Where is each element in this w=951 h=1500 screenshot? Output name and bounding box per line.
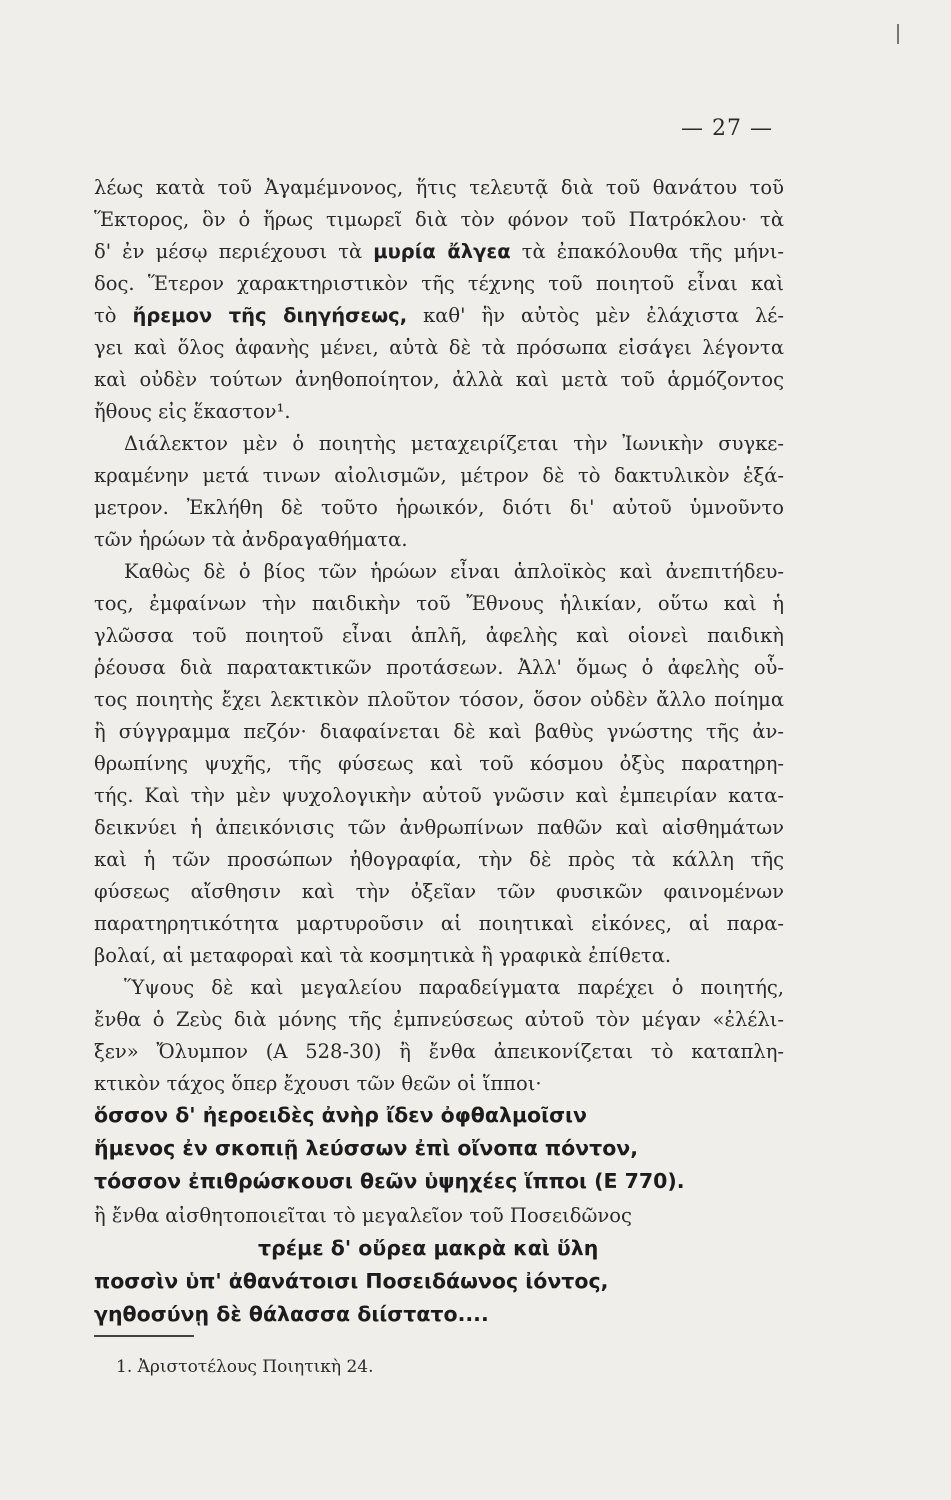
text-line: Ὕψους δὲ καὶ μεγαλείου παραδείγματα παρέχει ὁ ποιητής, xyxy=(124,976,784,999)
text-segment: δ' ἐν μέσῳ περιέχουσι τὰ xyxy=(94,240,374,263)
text-line: τής. Καὶ τὴν μὲν ψυχολογικὴν αὐτοῦ γνῶσιν καὶ ἐμπειρίαν κατα- xyxy=(94,784,784,807)
text-line: δος. Ἕτερον χαρακτηριστικὸν τῆς τέχνης τοῦ ποιητοῦ εἶναι καὶ xyxy=(94,272,784,295)
text-line: τος, ἐμφαίνων τὴν παιδικὴν τοῦ Ἔθνους ἡλικίαν, οὕτω καὶ ἡ xyxy=(94,592,784,615)
text-line: τῶν ἡρώων τὰ ἀνδραγαθήματα. xyxy=(94,528,408,551)
text-line: δεικνύει ἡ ἀπεικόνισις τῶν ἀνθρωπίνων παθῶν καὶ αἰσθημάτων xyxy=(94,816,784,839)
verse-line: ἥμενος ἐν σκοπιῇ λεύσσων ἐπὶ οἴνοπα πόντον, xyxy=(94,1136,639,1160)
text-line: κραμένην μετά τινων αἰολισμῶν, μέτρον δὲ τὸ δακτυλικὸν ἑξά- xyxy=(94,464,784,487)
footnote: 1. Ἀριστοτέλους Ποιητικὴ 24. xyxy=(116,1357,374,1377)
footnote-divider xyxy=(94,1335,194,1337)
text-line xyxy=(94,300,784,332)
text-line: Διάλεκτον μὲν ὁ ποιητὴς μεταχειρίζεται τὴν Ἰωνικὴν συγκε- xyxy=(124,432,784,455)
text-line xyxy=(94,236,784,268)
text-line: ἢ ἔνθα αἰσθητοποιεῖται τὸ μεγαλεῖον τοῦ Ποσειδῶνος xyxy=(94,1204,632,1227)
text-line: ξεν» Ὄλυμπον (Α 528-30) ἢ ἔνθα ἀπεικονίζεται τὸ καταπλη- xyxy=(94,1040,784,1063)
scan-edge-mark xyxy=(897,24,899,44)
text-line: γλῶσσα τοῦ ποιητοῦ εἶναι ἁπλῆ, ἀφελὴς καὶ οἱονεὶ παιδικὴ xyxy=(94,624,784,647)
verse-line: τόσσον ἐπιθρώσκουσι θεῶν ὑψηχέες ἵπποι (Ε 770). xyxy=(94,1169,685,1193)
text-line: Ἕκτορος, ὃν ὁ ἥρως τιμωρεῖ διὰ τὸν φόνον τοῦ Πατρόκλου· τὰ xyxy=(94,208,784,231)
text-line: βολαί, αἱ μεταφοραὶ καὶ τὰ κοσμητικὰ ἢ γραφικὰ ἐπίθετα. xyxy=(94,944,672,967)
text-line: μετρον. Ἐκλήθη δὲ τοῦτο ἡρωικόν, διότι δι' αὐτοῦ ὑμνοῦντο xyxy=(94,496,784,519)
text-line: θρωπίνης ψυχῆς, τῆς φύσεως καὶ τοῦ κόσμου ὀξὺς παρατηρη- xyxy=(94,752,784,775)
verse-line: ὅσσον δ' ἠεροειδὲς ἀνὴρ ἴδεν ὀφθαλμοῖσιν xyxy=(94,1103,588,1127)
verse-line: γηθοσύνῃ δὲ θάλασσα διίστατο.... xyxy=(94,1302,489,1326)
text-line: παρατηρητικότητα μαρτυροῦσιν αἱ ποιητικαὶ εἰκόνες, αἱ παρα- xyxy=(94,912,784,935)
text-line: ἢ σύγγραμμα πεζόν· διαφαίνεται δὲ καὶ βαθὺς γνώστης τῆς ἀν- xyxy=(94,720,784,743)
verse-line: τρέμε δ' οὔρεα μακρὰ καὶ ὕλη xyxy=(258,1236,599,1260)
text-line: καὶ οὐδὲν τούτων ἀνηθοποίητον, ἀλλὰ καὶ μετὰ τοῦ ἁρμόζοντος xyxy=(94,368,784,391)
verse-line: ποσσὶν ὑπ' ἀθανάτοισι Ποσειδάωνος ἰόντος, xyxy=(94,1269,609,1293)
text-segment: τὰ ἐπακόλουθα τῆς μήνι- xyxy=(510,240,785,263)
text-line: λέως κατὰ τοῦ Ἀγαμέμνονος, ἥτις τελευτᾷ διὰ τοῦ θανάτου τοῦ xyxy=(94,176,784,199)
emphasis-text: μυρία ἄλγεα xyxy=(373,240,511,263)
text-segment: καθ' ἣν αὐτὸς μὲν ἐλάχιστα λέ- xyxy=(407,304,784,327)
text-line: κτικὸν τάχος ὅπερ ἔχουσι τῶν θεῶν οἱ ἵπποι· xyxy=(94,1072,542,1095)
text-line: ἤθους εἰς ἕκαστον¹. xyxy=(94,400,291,423)
text-line: καὶ ἡ τῶν προσώπων ἠθογραφία, τὴν δὲ πρὸς τὰ κάλλη τῆς xyxy=(94,848,784,871)
text-line: τος ποιητὴς ἔχει λεκτικὸν πλοῦτον τόσον, ὅσον οὐδὲν ἄλλο ποίημα xyxy=(94,688,784,711)
text-line: Καθὼς δὲ ὁ βίος τῶν ἡρώων εἶναι ἁπλοϊκὸς καὶ ἀνεπιτήδευ- xyxy=(124,560,784,583)
emphasis-text: ἤρεμον τῆς διηγήσεως, xyxy=(132,304,408,327)
text-line: γει καὶ ὅλος ἀφανὴς μένει, αὐτὰ δὲ τὰ πρόσωπα εἰσάγει λέγοντα xyxy=(94,336,784,359)
page-number: — 27 — xyxy=(681,116,773,141)
text-segment: τὸ xyxy=(94,304,133,327)
text-line: ῥέουσα διὰ παρατακτικῶν προτάσεων. Ἀλλ' ὅμως ὁ ἀφελὴς οὗ- xyxy=(94,656,784,679)
text-line: φύσεως αἴσθησιν καὶ τὴν ὀξεῖαν τῶν φυσικῶν φαινομένων xyxy=(94,880,784,903)
text-line: ἔνθα ὁ Ζεὺς διὰ μόνης τῆς ἐμπνεύσεως αὐτοῦ τὸν μέγαν «ἐλέλι- xyxy=(94,1008,784,1031)
